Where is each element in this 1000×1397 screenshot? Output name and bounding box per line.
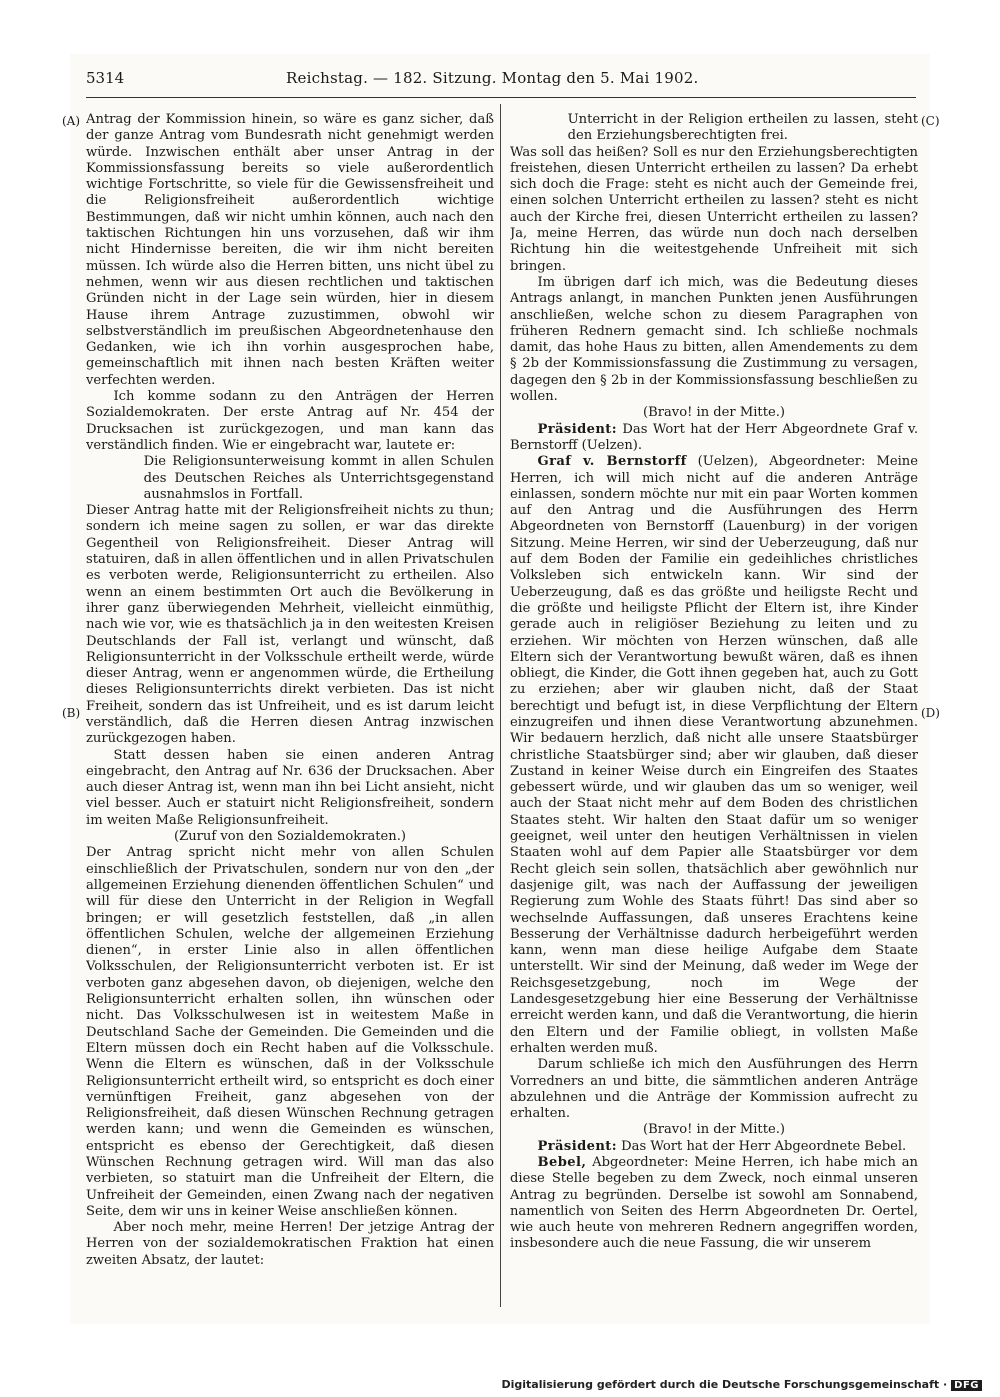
page-number: 5314 bbox=[86, 69, 125, 87]
paragraph: Ich komme sodann zu den Anträgen der Herren Sozialdemokraten. Der erste Antrag auf Nr. 454 der Drucksachen ist zurückgezogen, und man kann das verständlich finden. Wie er eingebracht war, lautete er: bbox=[86, 389, 494, 453]
left-column bbox=[86, 112, 494, 1312]
credit-text: Digitalisierung gefördert durch die Deutsche Forschungsgemeinschaft · bbox=[501, 1378, 948, 1391]
paragraph: Was soll das heißen? Soll es nur den Erziehungsberechtigten freistehen, diesen Unterricht ertheilen zu lassen? Da erhebt sich doch die Frage: steht es nicht auch der Gemeinde frei, einen solchen Unterricht ertheilen zu lassen? steht es nicht auch der Kirche frei, diesen Unterricht ertheilen zu lassen? Ja, meine Herren, das würde nun doch nach derselben Richtung hin die weitestgehende Unfreiheit mit sich bringen. bbox=[510, 144, 918, 274]
applause: (Bravo! in der Mitte.) bbox=[643, 405, 785, 421]
speech-text: Abgeordneter: Meine Herren, ich habe mich an diese Stelle begeben zu dem Zweck, noch einmal unseren Antrag zu begründen. Derselbe ist sowohl am Sonnabend, namentlich von Seiten des Herrn Abgeordneten Dr. Oertel, wie auch heute von mehreren Rednern angegriffen worden, insbesondere auch die neue Fassung, die wir unserem bbox=[510, 1155, 918, 1252]
paragraph: Aber noch mehr, meine Herren! Der jetzige Antrag der Herren von der sozialdemokratischen Fraktion hat einen zweiten Absatz, der lautet: bbox=[86, 1220, 494, 1268]
president-remark bbox=[510, 1139, 918, 1155]
interjection: (Zuruf von den Sozialdemokraten.) bbox=[173, 829, 407, 845]
digitization-credit bbox=[501, 1378, 982, 1391]
applause: (Bravo! in der Mitte.) bbox=[643, 1122, 785, 1138]
margin-mark-a: (A) bbox=[62, 114, 81, 128]
column-divider bbox=[500, 104, 501, 1307]
speaker-name: Präsident: bbox=[537, 421, 617, 437]
speaker-name: Bebel, bbox=[537, 1155, 587, 1170]
speech bbox=[510, 1155, 918, 1253]
quoted-motion: Unterricht in der Religion ertheilen zu lassen, steht den Erziehungsberechtigten frei. bbox=[567, 112, 918, 144]
quoted-motion: Die Religionsunterweisung kommt in allen Schulen des Deutschen Reiches als Unterrichtsgegenstand ausnahmslos in Fortfall. bbox=[143, 454, 494, 502]
speech-text: Das Wort hat der Herr Abgeordnete Bebel. bbox=[621, 1138, 907, 1154]
president-remark bbox=[510, 422, 918, 455]
running-title: Reichstag. — 182. Sitzung. Montag den 5. Mai 1902. bbox=[286, 69, 699, 87]
paragraph: Dieser Antrag hatte mit der Religionsfreiheit nichts zu thun; sondern ich meine sagen zu sollen, er war das direkte Gegentheil von Religionsfreiheit. Dieser Antrag will statuiren, daß in allen öffentlichen und in allen Privatschulen es verboten werde, Religionsunterricht zu ertheilen. Also wenn an einem bestimmten Ort auch die Bevölkerung in ihrer ganz überwiegenden Mehrheit, vielleicht einmüthig, nach wie vor, wie es thatsächlich ja in den weitesten Kreisen Deutschlands der Fall ist, verlangt und wünscht, daß Religionsunterricht in der Volksschule ertheilt werde, würde dieser Antrag, wenn er angenommen würde, die Ertheilung dieses Religionsunterrichts direkt verbieten. Das ist nicht Freiheit, sondern das ist Unfreiheit, und es ist darum leicht verständlich, daß die Herren diesen Antrag inzwischen zurückgezogen haben. bbox=[86, 503, 494, 747]
speaker-name: Präsident: bbox=[537, 1138, 617, 1154]
margin-mark-d: (D) bbox=[921, 706, 940, 720]
speech bbox=[510, 454, 918, 1057]
speech-text: (Uelzen), Abgeordneter: Meine Herren, ich will mich nicht auf die anderen Anträge einlassen, sondern möchte nur mit ein paar Worten kommen auf den Antrag und die Ausführungen des Herrn Abgeordneten von Bernstorff (Lauenburg) in der vorigen Sitzung. Meine Herren, wir sind der Ueberzeugung, daß nur auf dem Boden der Familie ein gedeihliches christliches Volksleben sich entwickeln kann. Wir sind der Ueberzeugung, daß es das größte und heiligste Recht und die größte und heiligste Pflicht der Eltern ist, ihre Kinder gerade auch in religiöser Beziehung zu leiten und zu erziehen. Wir möchten von Herzen wünschen, daß alle Eltern sich der Verantwortung bewußt wären, daß es ihnen obliegt, die Kinder, die Gott ihnen gegeben hat, auch zu Gott zu erziehen; aber wir glauben nicht, daß der Staat berechtigt und befugt ist, in diese Verpflichtung der Eltern einzugreifen und ihnen diese Verantwortung abzunehmen. Wir bedauern herzlich, daß nicht alle unsere Staatsbürger christliche Staatsbürger sind; aber wir glauben, daß dieser Zustand in keiner Weise durch ein Eingreifen des Staates gebessert würde, und wir glauben das um so weniger, weil auch der Staat nicht mehr auf dem Boden des christlichen Staates steht. Wir halten den Staat dafür um so weniger geeignet, weil unter den heutigen Verhältnissen in vielen Staaten wohl auf dem Papier alle Staatsbürger vor dem Recht gleich sein sollen, thatsächlich aber gewöhnlich nur dasjenige gilt, was nach der Auffassung der jeweiligen Regierung zum Wohle des Staats führt! Das sind aber so wechselnde Auffassungen, daß unseres Erachtens keine Besserung der Verhältnisse dadurch herbeigeführt werden kann, wenn man diese heilige Aufgabe dem Staate unterstellt. Wir sind der Meinung, daß weder im Wege der Reichsgesetzgebung, noch im Wege der Landesgesetzgebung hier eine Besserung der Verhältnisse erreicht werden kann, und daß die Verantwortung, die hierin den Eltern und der Familie obliegt, in vollsten Maße erhalten werden muß. bbox=[510, 454, 918, 1056]
dfg-logo: DFG bbox=[951, 1380, 982, 1391]
speaker-name: Graf v. Bernstorff bbox=[537, 454, 687, 470]
header-rule bbox=[86, 97, 916, 98]
paragraph: Im übrigen darf ich mich, was die Bedeutung dieses Antrags anlangt, in manchen Punkten jenen Ausführungen anschließen, welche schon zu diesem Paragraphen von früheren Rednern gemacht sind. Ich schließe nochmals damit, das hohe Haus zu bitten, allen Amendements zu dem § 2b der Kommissionsfassung die Zustimmung zu versagen, dagegen den § 2b in der Kommissionsfassung beschließen zu wollen. bbox=[510, 274, 918, 405]
paragraph: Der Antrag spricht nicht mehr von allen Schulen einschließlich der Privatschulen, sondern nur von den „der allgemeinen Erziehung dienenden öffentlichen Schulen“ und will für diese den Unterricht in der Religion in Wegfall bringen; er will gesetzlich feststellen, daß „in allen öffentlichen Schulen, welche der allgemeinen Erziehung dienen“, in erster Linie also in allen öffentlichen Volksschulen, der Religionsunterricht verboten ist. Er ist verboten ganz abgesehen davon, ob diejenigen, welche den Religionsunterricht erhalten sollen, ihn wünschen oder nicht. Das Volksschulwesen ist in weitestem Maße in Deutschland Sache der Gemeinden. Die Gemeinden und die Eltern müssen doch ein Recht haben auf die Volksschule. Wenn die Eltern es wünschen, daß in der Volksschule Religionsunterricht ertheilt wird, so entspricht es doch einer vernünftigen Freiheit, ganz abgesehen von der Religionsfreiheit, daß diesen Wünschen Rechnung getragen werden kann; und wenn die Gemeinden es wünschen, entspricht es ebenso der Gerechtigkeit, daß diesen Wünschen Rechnung getragen wird. Will man das also verbieten, so statuirt man die Unfreiheit der Eltern, die Unfreiheit der Gemeinden, einen Zwang nach der negativen Seite, dem wir uns in keiner Weise anschließen können. bbox=[86, 845, 494, 1219]
speech-text: Das Wort hat der Herr Abgeordnete Graf v. Bernstorff (Uelzen). bbox=[510, 421, 918, 453]
right-column bbox=[510, 112, 918, 1312]
margin-mark-c: (C) bbox=[921, 114, 940, 128]
paragraph: Statt dessen haben sie einen anderen Antrag eingebracht, den Antrag auf Nr. 636 der Drucksachen. Aber auch dieser Antrag ist, wenn man ihn bei Licht ansieht, nicht viel besser. Auch er statuirt nicht Religionsfreiheit, sondern im weiten Maße Religionsunfreiheit. bbox=[86, 747, 494, 828]
paragraph: Antrag der Kommission hinein, so wäre es ganz sicher, daß der ganze Antrag vom Bundesrath nicht genehmigt werden würde. Inzwischen enthält aber unser Antrag in der Kommissionsfassung bereits so viele außerordentlich wichtige Fortschritte, so viele für die Gewissensfreiheit und die Religionsfreiheit außerordentlich wichtige Bestimmungen, daß wir nicht umhin können, auch nach den taktischen Richtungen hin uns vorzusehen, daß wir ihm nicht Hindernisse bereiten, die wir ihm nicht bereiten müssen. Ich würde also die Herren bitten, uns nicht übel zu nehmen, wenn wir aus diesen rechtlichen und taktischen Gründen nicht in der Lage sein würden, hier in diesem Hause ihrem Antrage zuzustimmen, obwohl wir selbstverständlich im preußischen Abgeordnetenhause den Gedanken, wie ich ihn vorhin ausgesprochen habe, gemeinschaftlich mit ihnen nach besten Kräften weiter verfechten werden. bbox=[86, 112, 494, 388]
paragraph: Darum schließe ich mich den Ausführungen des Herrn Vorredners an und bitte, die sämmtlichen anderen Anträge abzulehnen und die Anträge der Kommission aufrecht zu erhalten. bbox=[510, 1057, 918, 1122]
page-header bbox=[86, 66, 916, 90]
margin-mark-b: (B) bbox=[62, 706, 81, 720]
